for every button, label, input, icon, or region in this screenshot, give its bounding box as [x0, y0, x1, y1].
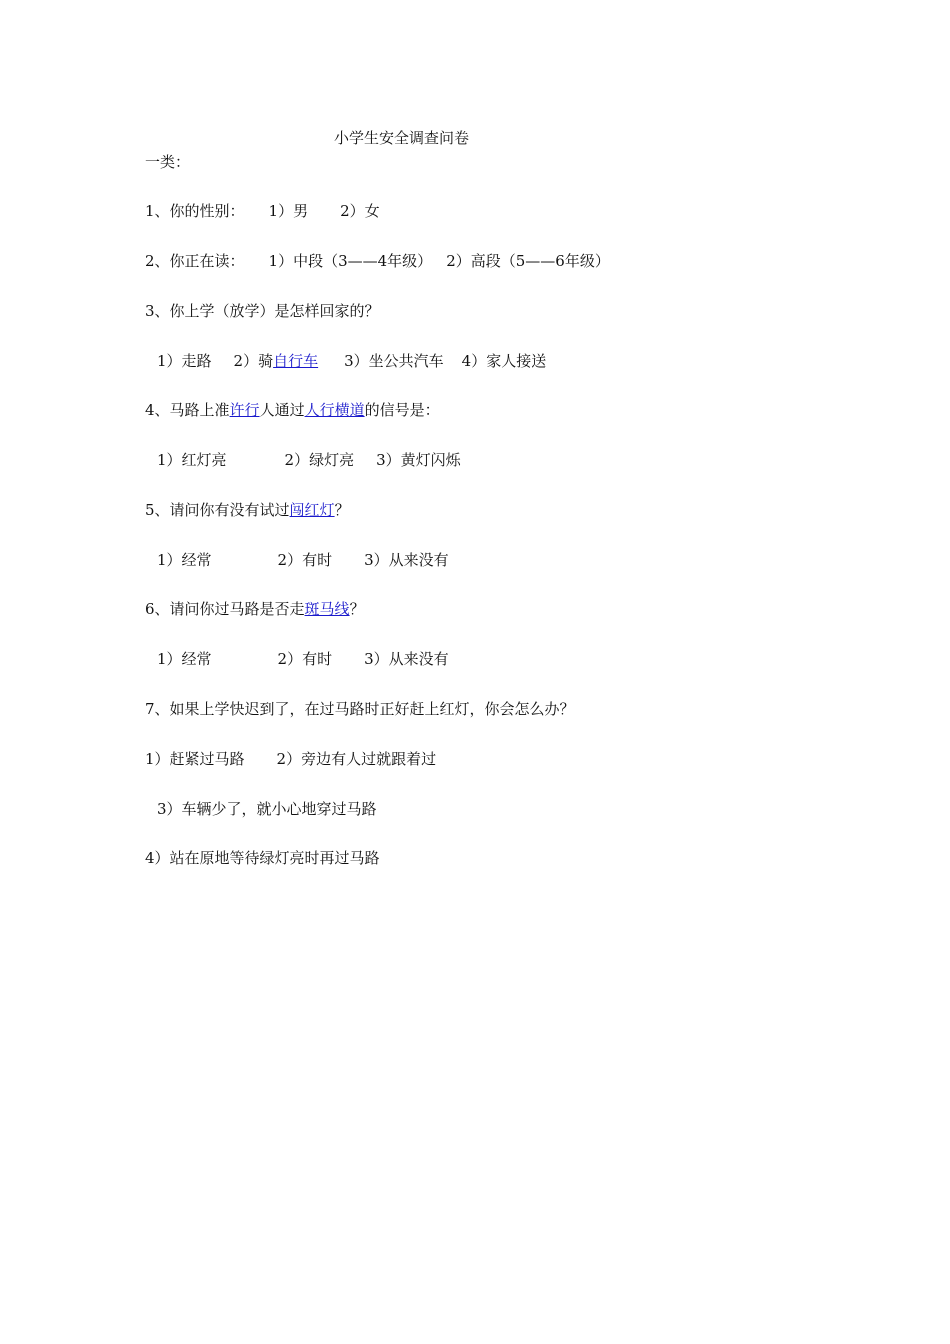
q7-option-3: 3）车辆少了，就小心地穿过马路 — [157, 800, 377, 818]
q2-option-1: 1）中段（3——4年级） — [268, 252, 433, 270]
question-6-mark: ？ — [349, 600, 365, 618]
q6-options — [157, 649, 449, 669]
question-4-text-end: 的信号是： — [364, 401, 440, 419]
question-2-text: 2、你正在读： — [145, 252, 245, 270]
q4-option-2: 2）绿灯亮 — [284, 451, 355, 469]
q7-option-1: 1）赶紧过马路 — [145, 750, 245, 768]
q1-option-2: 2）女 — [340, 202, 380, 220]
question-7: 7、如果上学快迟到了，在过马路时正好赶上红灯，你会怎么办？ — [145, 700, 575, 718]
q3-option-4: 4）家人接送 — [461, 352, 547, 370]
question-4-text-middle: 人通过 — [259, 401, 305, 419]
q5-option-1: 1）经常 — [157, 551, 212, 569]
question-3: 3、你上学（放学）是怎样回家的？ — [145, 302, 380, 320]
q7-option-4: 4）站在原地等待绿灯亮时再过马路 — [145, 849, 380, 867]
section-label: 一类： — [145, 153, 191, 171]
question-4-text-start: 4、马路上准 — [145, 401, 230, 419]
link-bicycle[interactable]: 自行车 — [273, 352, 319, 370]
q6-option-1: 1）经常 — [157, 650, 212, 668]
q3-option-2: 2）骑 — [233, 352, 274, 370]
q4-options — [157, 450, 461, 470]
link-zebra-crossing[interactable]: 斑马线 — [304, 600, 350, 618]
q6-option-3: 3）从来没有 — [364, 650, 449, 668]
q7-options-row-1 — [145, 749, 436, 769]
q5-option-3: 3）从来没有 — [364, 551, 449, 569]
q7-option-2: 2）旁边有人过就跟着过 — [276, 750, 437, 768]
q4-option-1: 1）红灯亮 — [157, 451, 227, 469]
q4-option-3: 3）黄灯闪烁 — [376, 451, 461, 469]
document-title: 小学生安全调查问卷 — [334, 129, 470, 147]
question-6-text: 6、请问你过马路是否走 — [145, 600, 305, 618]
q6-option-2: 2）有时 — [277, 650, 333, 668]
link-run-red-light[interactable]: 闯红灯 — [289, 501, 335, 519]
question-2 — [145, 251, 610, 271]
link-permit[interactable]: 许行 — [229, 401, 260, 419]
question-1-text: 1、你的性别： — [145, 202, 245, 220]
question-4 — [145, 400, 440, 420]
question-5-mark: ？ — [334, 501, 350, 519]
q5-option-2: 2）有时 — [277, 551, 333, 569]
q1-option-1: 1）男 — [268, 202, 309, 220]
q3-options — [157, 351, 546, 371]
question-5 — [145, 500, 350, 520]
q2-option-2: 2）高段（5——6年级） — [446, 252, 610, 270]
question-5-text: 5、请问你有没有试过 — [145, 501, 290, 519]
q5-options — [157, 550, 449, 570]
question-6 — [145, 599, 365, 619]
question-1 — [145, 201, 380, 221]
q3-option-1: 1）走路 — [157, 352, 212, 370]
q3-option-3: 3）坐公共汽车 — [344, 352, 444, 370]
link-crosswalk[interactable]: 人行横道 — [304, 401, 365, 419]
